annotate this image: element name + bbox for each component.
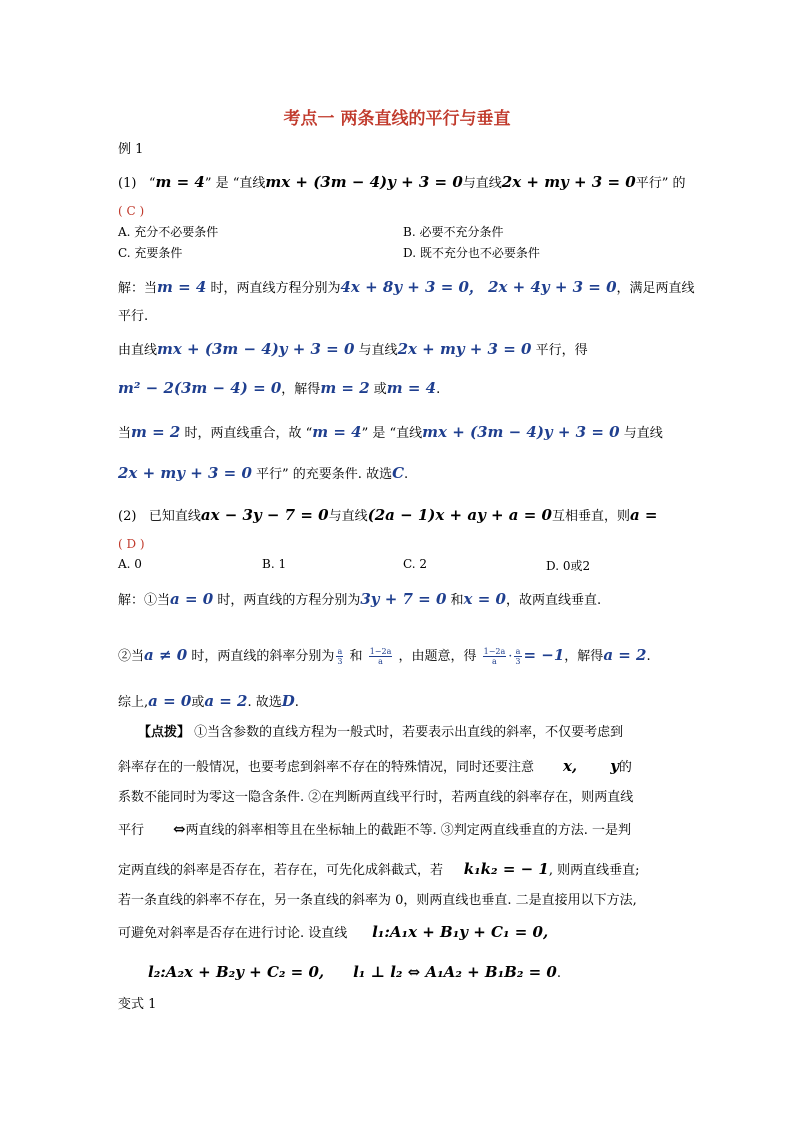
denominator: 3 bbox=[515, 657, 521, 666]
stem-text: ” 是 “直线 bbox=[204, 176, 266, 191]
solution-text: 平行，得 bbox=[531, 343, 588, 358]
denominator: a bbox=[492, 657, 497, 666]
solution-text: . bbox=[436, 382, 441, 397]
numerator: a bbox=[515, 647, 521, 656]
tip-text: 的 bbox=[618, 760, 632, 775]
math-expression: a = bbox=[629, 506, 658, 524]
fraction bbox=[483, 647, 507, 666]
solution-text: ，解得 bbox=[281, 382, 321, 397]
math-expression: m = 4 bbox=[312, 423, 362, 441]
fraction bbox=[514, 647, 521, 666]
math-expression: 2x + my + 3 = 0 bbox=[118, 464, 252, 482]
solution-text: 综上, bbox=[118, 695, 149, 710]
option-b: B. 必要不充分条件 bbox=[403, 225, 504, 239]
math-expression: m = 2 bbox=[131, 423, 181, 441]
stem-text: 与直线 bbox=[462, 176, 502, 191]
section-title: 考点一 两条直线的平行与垂直 bbox=[283, 109, 511, 129]
solution-text: ，由题意，得 bbox=[394, 649, 481, 664]
solution-text: 时，两直线的方程分别为 bbox=[213, 593, 361, 608]
tip-text: 斜率存在的一般情况，也要考虑到斜率不存在的特殊情况，同时还要注意 bbox=[118, 760, 535, 775]
tip-text: , 则两直线垂直; bbox=[548, 863, 640, 878]
option-c: C. 充要条件 bbox=[118, 246, 183, 260]
tip-text: 可避免对斜率是否存在进行讨论. 设直线 bbox=[118, 926, 348, 941]
solution-line bbox=[118, 646, 651, 666]
stem-text: 互相垂直，则 bbox=[551, 509, 630, 524]
stem-text: 与直线 bbox=[328, 509, 368, 524]
solution-line bbox=[118, 379, 440, 399]
solution-text: 解：当 bbox=[118, 281, 158, 296]
math-expression: m = 4 bbox=[386, 379, 437, 397]
question-2-stem bbox=[118, 506, 658, 526]
tip-line bbox=[118, 820, 631, 840]
tip-text: ①当含参数的直线方程为一般式时，若要表示出直线的斜率，不仅要考虑到 bbox=[194, 725, 624, 740]
tip-line: 若一条直线的斜率不存在，另一条直线的斜率为 0，则两直线也垂直. 二是直接用以下方法, bbox=[118, 893, 637, 908]
solution-text: ” 是 “直线 bbox=[361, 426, 423, 441]
solution-line bbox=[118, 340, 588, 360]
solution-text: . bbox=[404, 467, 409, 482]
solution-text: 时，两直线的斜率分别为 bbox=[187, 649, 335, 664]
solution-text: 与直线 bbox=[619, 426, 663, 441]
math-expression: a = 0 bbox=[170, 590, 214, 608]
dot-operator: · bbox=[508, 649, 513, 664]
solution-text: 和 bbox=[345, 649, 367, 664]
math-expression: m² − 2(3m − 4) = 0 bbox=[118, 379, 282, 397]
tip-line bbox=[118, 757, 632, 777]
solution-text: 与直线 bbox=[354, 343, 398, 358]
solution-text: 或 bbox=[191, 695, 205, 710]
math-expression: 2x + 4y + 3 = 0 bbox=[488, 278, 617, 296]
math-expression: l₂:A₂x + B₂y + C₂ = 0, bbox=[148, 963, 325, 981]
tip-text: 平行 bbox=[118, 823, 145, 838]
tip-line bbox=[118, 923, 548, 943]
quote-mark: “ bbox=[148, 176, 156, 191]
answer-letter: C bbox=[392, 464, 405, 482]
iff-symbol: ⇔ bbox=[172, 820, 186, 838]
math-line-2: 2x + my + 3 = 0 bbox=[501, 173, 636, 191]
math-expression: m = 2 bbox=[320, 379, 370, 397]
solution-text: ，故两直线垂直. bbox=[505, 593, 602, 608]
tip-line bbox=[118, 860, 640, 880]
math-expression: m = 4 bbox=[157, 278, 207, 296]
answer-paren: ( D ) bbox=[118, 537, 145, 551]
solution-text: . bbox=[294, 695, 299, 710]
math-expression: a = 0 bbox=[148, 692, 192, 710]
solution-line bbox=[118, 278, 695, 298]
question-1-stem bbox=[118, 173, 685, 193]
solution-text: . bbox=[646, 649, 651, 664]
tip-line bbox=[138, 724, 623, 742]
question-number: (1) bbox=[118, 176, 137, 191]
tip-text: 定两直线的斜率是否存在，若存在，可先化成斜截式，若 bbox=[118, 863, 444, 878]
numerator: 1−2a bbox=[369, 647, 392, 656]
stem-text: 已知直线 bbox=[148, 509, 201, 524]
math-expression: 4x + 8y + 3 = 0， bbox=[340, 278, 484, 296]
variant-label: 变式 1 bbox=[118, 997, 157, 1012]
solution-line bbox=[118, 423, 663, 443]
answer-paren: ( C ) bbox=[118, 204, 145, 218]
math-expression: 3y + 7 = 0 bbox=[360, 590, 447, 608]
option-d: D. 0或2 bbox=[546, 559, 591, 573]
math-expression: 2x + my + 3 = 0 bbox=[397, 340, 532, 358]
math-expression: k₁k₂ = − 1 bbox=[463, 860, 549, 878]
option-d: D. 既不充分也不必要条件 bbox=[403, 246, 540, 260]
tip-text: 两直线的斜率相等且在坐标轴上的截距不等. ③判定两直线垂直的方法. 一是判 bbox=[185, 823, 632, 838]
solution-text: ，解得 bbox=[564, 649, 604, 664]
tip-text: . bbox=[556, 966, 561, 981]
math-expression: mx + (3m − 4)y + 3 = 0 bbox=[422, 423, 620, 441]
example-label: 例 1 bbox=[118, 142, 144, 157]
denominator: 3 bbox=[337, 657, 343, 666]
fraction bbox=[336, 647, 343, 666]
solution-text: ②当 bbox=[118, 649, 145, 664]
option-a: A. 0 bbox=[118, 557, 142, 571]
math-line-1: mx + (3m − 4)y + 3 = 0 bbox=[265, 173, 463, 191]
option-a: A. 充分不必要条件 bbox=[118, 225, 219, 239]
solution-text: 时，两直线重合，故 “ bbox=[180, 426, 313, 441]
math-expression: = −1 bbox=[523, 646, 565, 664]
solution-text: 平行” 的充要条件. 故选 bbox=[251, 467, 393, 482]
math-var: y bbox=[610, 757, 619, 775]
stem-text: 平行” 的 bbox=[635, 176, 686, 191]
tip-line bbox=[148, 963, 561, 983]
tip-line: 系数不能同时为零这一隐含条件. ②在判断两直线平行时，若两直线的斜率存在，则两直线 bbox=[118, 790, 634, 805]
math-expression: mx + (3m − 4)y + 3 = 0 bbox=[157, 340, 355, 358]
option-c: C. 2 bbox=[403, 557, 428, 571]
tip-label: 【点拨】 bbox=[138, 725, 191, 740]
solution-text: 当 bbox=[118, 426, 132, 441]
math-var: x, bbox=[562, 757, 578, 775]
solution-line: 平行. bbox=[118, 309, 149, 324]
solution-text: 和 bbox=[446, 593, 464, 608]
solution-text: ，满足两直线 bbox=[616, 281, 695, 296]
solution-line bbox=[118, 590, 601, 610]
fraction bbox=[369, 647, 393, 666]
math-expression: l₁:A₁x + B₁y + C₁ = 0, bbox=[372, 923, 549, 941]
solution-text: 由直线 bbox=[118, 343, 158, 358]
math-condition: m = 4 bbox=[155, 173, 205, 191]
math-line-1: ax − 3y − 7 = 0 bbox=[200, 506, 329, 524]
math-line-2: (2a − 1)x + ay + a = 0 bbox=[367, 506, 552, 524]
numerator: a bbox=[337, 647, 343, 656]
math-expression: x = 0 bbox=[463, 590, 506, 608]
solution-text: 解：①当 bbox=[118, 593, 171, 608]
solution-text: 时，两直线方程分别为 bbox=[206, 281, 341, 296]
solution-text: . 故选 bbox=[247, 695, 282, 710]
math-expression: l₁ ⊥ l₂ ⇔ A₁A₂ + B₁B₂ = 0 bbox=[353, 963, 557, 981]
solution-text: 或 bbox=[369, 382, 387, 397]
numerator: 1−2a bbox=[483, 647, 506, 656]
math-expression: a = 2 bbox=[204, 692, 248, 710]
math-expression: a = 2 bbox=[603, 646, 647, 664]
answer-letter: D bbox=[281, 692, 295, 710]
math-expression: a ≠ 0 bbox=[144, 646, 188, 664]
solution-line bbox=[118, 464, 408, 484]
question-number: (2) bbox=[118, 509, 137, 524]
denominator: a bbox=[378, 657, 383, 666]
option-b: B. 1 bbox=[262, 557, 287, 571]
solution-line bbox=[118, 692, 299, 712]
